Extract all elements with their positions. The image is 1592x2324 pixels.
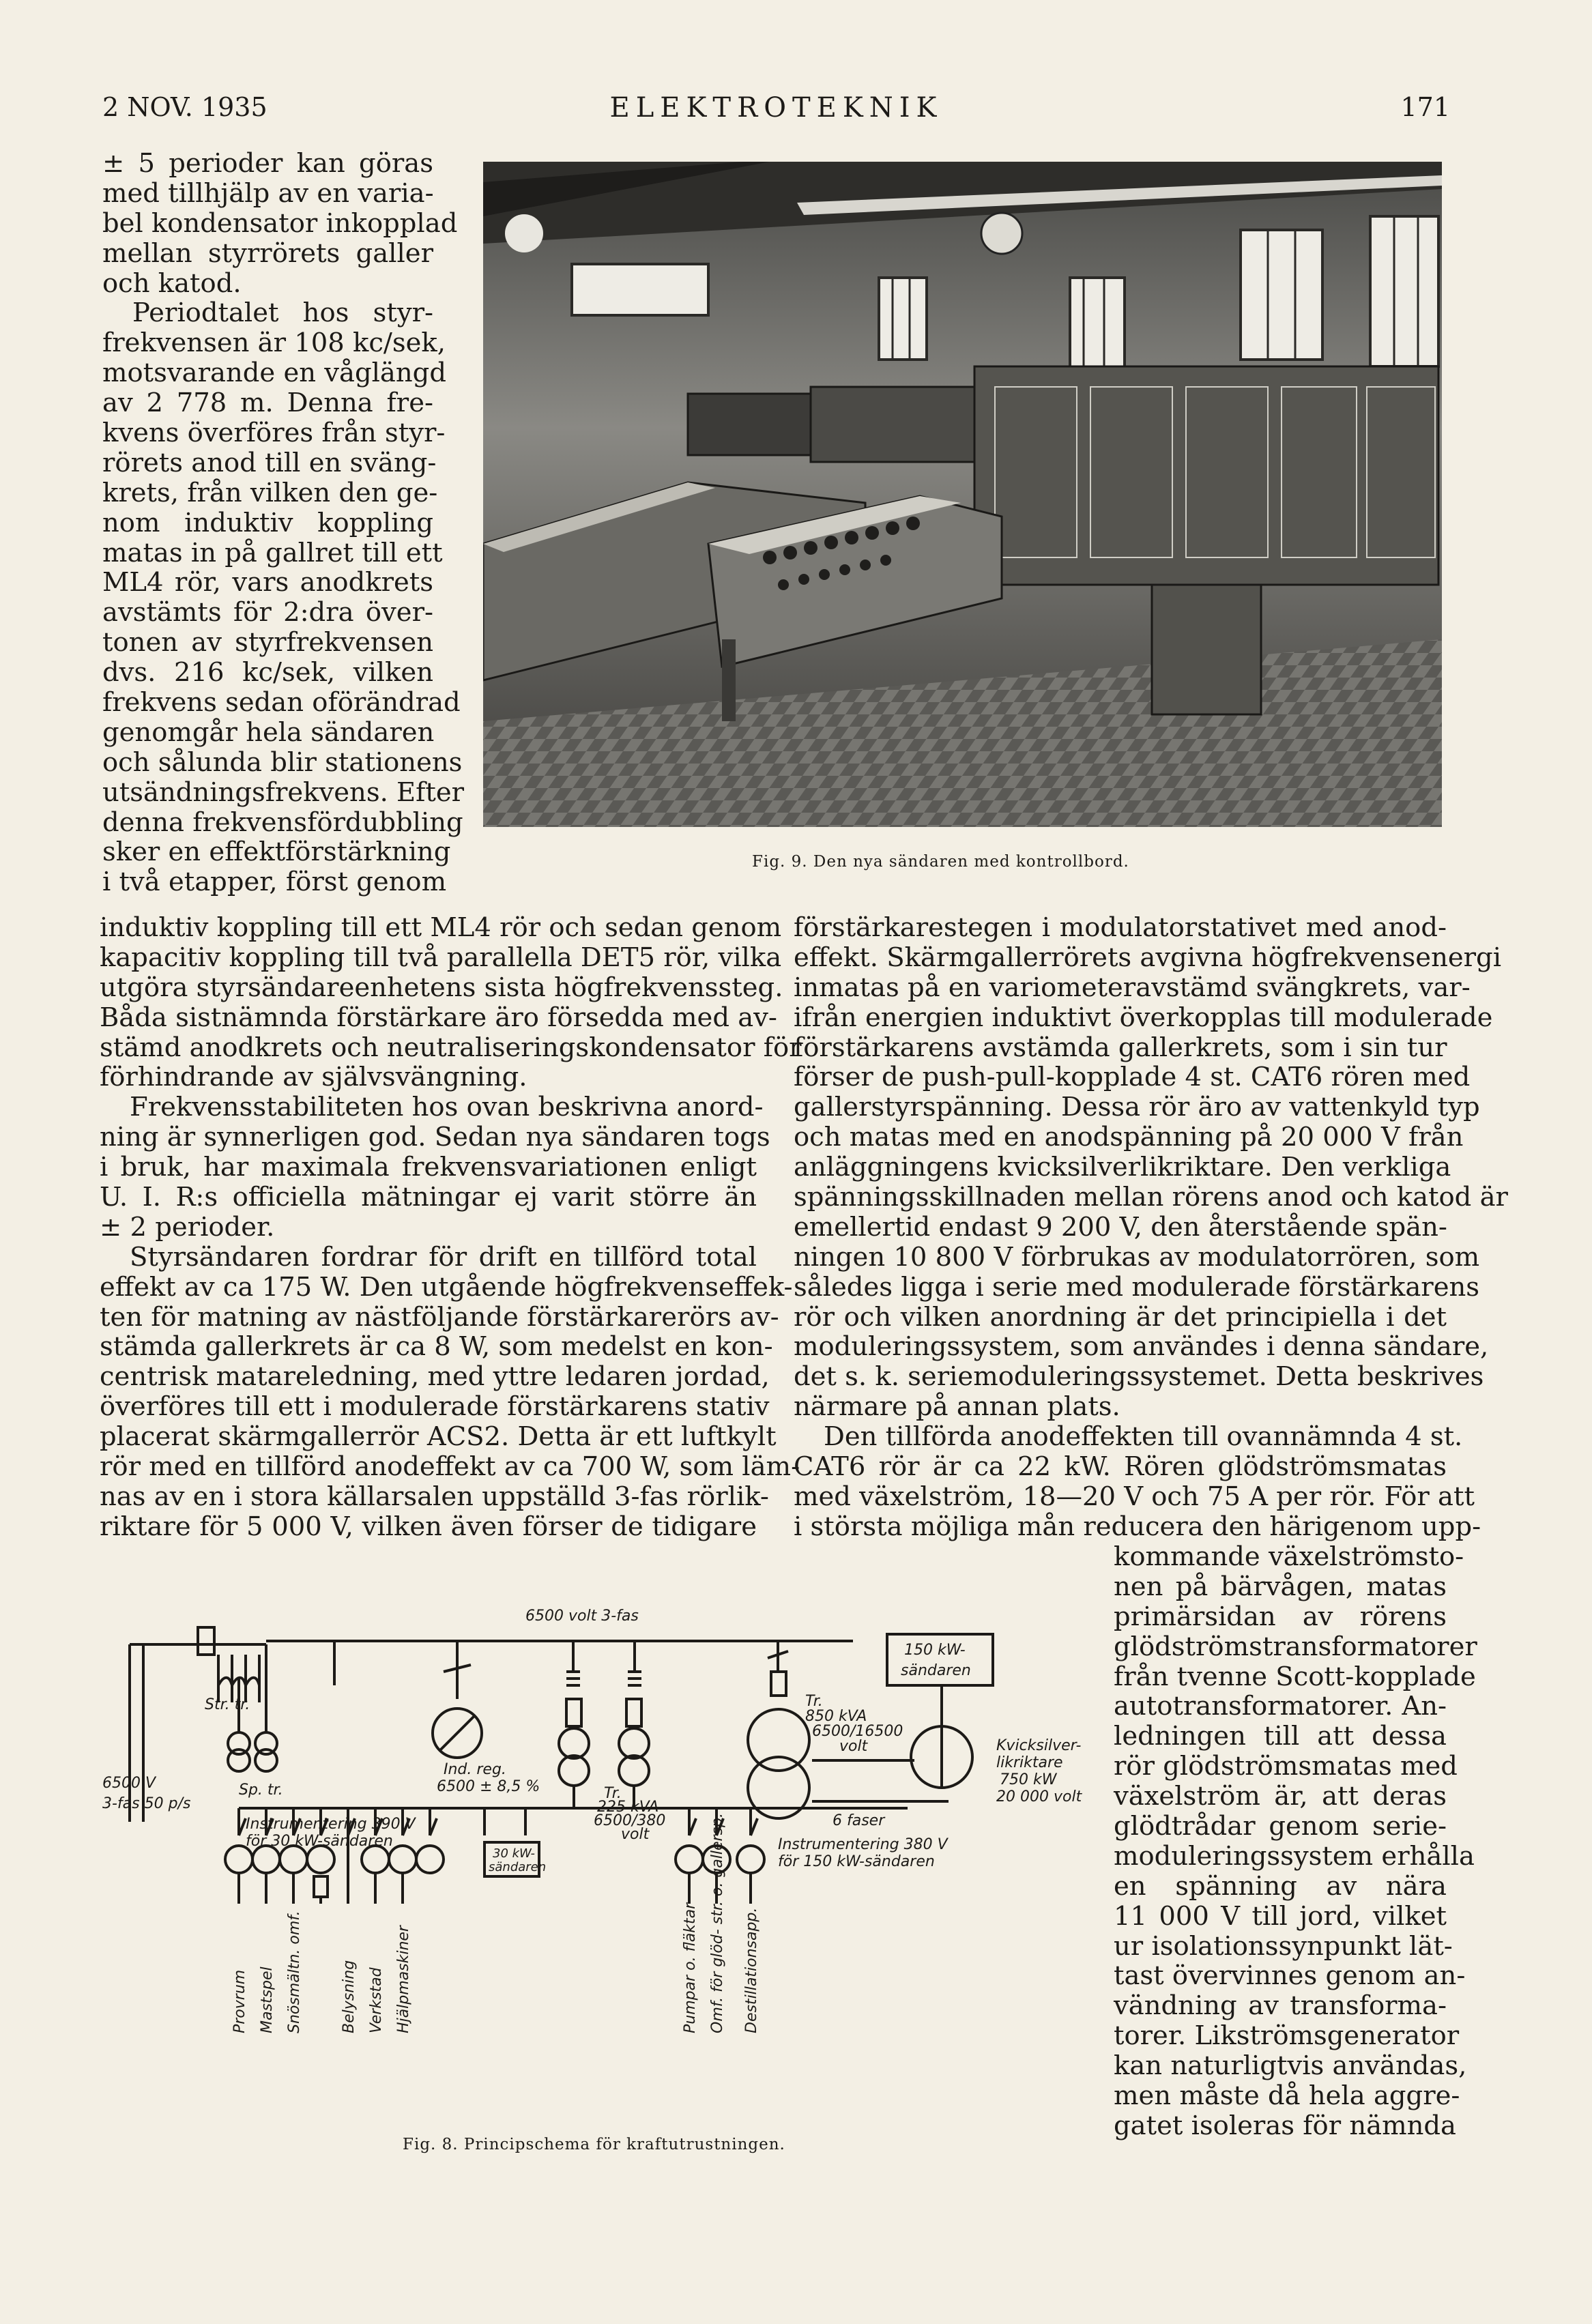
text-line: torer. Likströmsgenerator: [1114, 2020, 1460, 2052]
text-line: dvs. 216 kc/sek, vilken: [102, 657, 433, 688]
label-mastspel: Mastspel: [259, 1966, 276, 2033]
text-line: förstärkarestegen i modulatorstativet med anod-: [794, 912, 1447, 943]
label-instr2-2: för 150 kW-sändaren: [778, 1853, 935, 1870]
text-line: U. I. R:s officiella mätningar ej varit större än: [100, 1182, 757, 1213]
text-line: moduleringssystem erhålla: [1114, 1840, 1475, 1872]
text-line: växelström är, att deras: [1114, 1781, 1447, 1812]
text-line: rör och vilken anordning är det principiella i det: [794, 1301, 1447, 1333]
transmitter-hall-photo: [483, 162, 1442, 827]
text-line: bel kondensator inkopplad: [102, 207, 458, 239]
text-line: moduleringssystem, som användes i denna sändare,: [794, 1331, 1489, 1363]
issue-date: 2 NOV. 1935: [102, 92, 267, 122]
label-6faser: 6 faser: [833, 1812, 885, 1829]
text-line: 11 000 V till jord, vilket: [1114, 1900, 1447, 1932]
left-column-narrow: [102, 148, 465, 898]
text-line: kommande växelströmsto-: [1114, 1541, 1464, 1572]
text-line: inmatas på en variometeravstämd svängkrets, var-: [794, 972, 1471, 1003]
text-line: riktare för 5 000 V, vilken även förser de tidigare: [100, 1511, 757, 1542]
label-tr225: Tr.: [604, 1785, 622, 1802]
label-kvick3: 750 kW: [1000, 1771, 1057, 1788]
text-line: utsändningsfrekvens. Efter: [102, 776, 465, 808]
label-30kw-2: sändaren: [489, 1860, 547, 1874]
text-line: men måste då hela aggre-: [1114, 2080, 1460, 2112]
label-destillation: Destillationsapp.: [743, 1907, 760, 2033]
label-indreg2: 6500 ± 8,5 %: [437, 1778, 540, 1795]
text-line: effekt. Skärmgallerrörets avgivna högfrekvensenergi: [794, 942, 1502, 973]
text-line: med växelström, 18—20 V och 75 A per rör. För att: [794, 1481, 1475, 1512]
text-line: ten för matning av nästföljande förstärkarerörs av-: [100, 1301, 779, 1333]
power-schematic-diagram: [102, 1597, 1099, 2143]
text-line: stämda gallerkrets är ca 8 W, som medelst en kon-: [100, 1331, 773, 1363]
label-instr2-1: Instrumentering 380 V: [778, 1836, 948, 1853]
text-line: förstärkarens avstämda gallerkrets, som i sin tur: [794, 1032, 1447, 1063]
text-line: Den tillförda anodeffekten till ovannämnda 4 st.: [824, 1421, 1463, 1453]
label-kvick2: likriktare: [996, 1754, 1063, 1771]
text-line: avstämts för 2:dra över-: [102, 597, 433, 628]
label-tr225b: 225 kVA: [597, 1799, 659, 1816]
text-line: rörets anod till en sväng-: [102, 447, 437, 478]
text-line: ML4 rör, vars anodkrets: [102, 567, 433, 598]
label-kvick4: 20 000 volt: [996, 1788, 1082, 1805]
fig8-caption: Fig. 8. Principschema för kraftutrustningen.: [403, 2136, 785, 2153]
text-line: tast övervinnes genom an-: [1114, 1960, 1466, 1992]
label-verkstad: Verkstad: [368, 1967, 385, 2033]
right-column-narrow: [1114, 1541, 1477, 2141]
text-line: det s. k. seriemoduleringssystemet. Detta beskrives: [794, 1361, 1484, 1393]
label-pumpar: Pumpar o. fläktar: [682, 1902, 699, 2033]
text-line: tonen av styrfrekvensen: [102, 627, 433, 658]
text-line: kvens överföres från styr-: [102, 418, 446, 449]
label-tr225d: volt: [621, 1826, 650, 1843]
text-line: centrisk matareledning, med yttre ledaren jordad,: [100, 1361, 770, 1393]
text-line: av 2 778 m. Denna fre-: [102, 388, 433, 419]
text-line: rör glödströmsmatas med: [1114, 1751, 1458, 1782]
text-line: primärsidan av rörens: [1114, 1601, 1447, 1632]
fig9-caption: Fig. 9. Den nya sändaren med kontrollbord.: [752, 853, 1129, 871]
text-line: emellertid endast 9 200 V, den återstående spän-: [794, 1211, 1447, 1243]
text-line: förser de push-pull-kopplade 4 st. CAT6 rören med: [794, 1062, 1471, 1093]
text-line: i bruk, har maximala frekvensvariationen enligt: [100, 1152, 757, 1183]
page-header: [102, 92, 1450, 140]
text-line: Frekvensstabiliteten hos ovan beskrivna anord-: [130, 1092, 764, 1123]
label-tr850c: 6500/16500: [812, 1723, 903, 1740]
label-3fas50: 3-fas 50 p/s: [102, 1795, 191, 1812]
right-column: [794, 912, 1508, 1542]
journal-title: ELEKTROTEKNIK: [609, 92, 943, 124]
text-line: spänningsskillnaden mellan rörens anod och katod är: [794, 1182, 1508, 1213]
text-line: matas in på gallret till ett: [102, 537, 443, 568]
text-line: induktiv koppling till ett ML4 rör och sedan genom: [100, 912, 782, 943]
text-line: nas av en i stora källarsalen uppställd 3-fas rörlik-: [100, 1481, 769, 1512]
label-tr225c: 6500/380: [594, 1812, 666, 1829]
label-tr850b: 850 kVA: [805, 1708, 867, 1725]
text-line: sker en effektförstärkning: [102, 837, 451, 868]
text-line: ningen 10 800 V förbrukas av modulatorrören, som: [794, 1241, 1480, 1273]
label-6500-3fas: 6500 volt 3-fas: [525, 1608, 639, 1625]
text-line: nen på bärvågen, matas: [1114, 1571, 1447, 1602]
text-line: CAT6 rör är ca 22 kW. Rören glödströmsmatas: [794, 1451, 1447, 1483]
text-line: gallerstyrspänning. Dessa rör äro av vattenkyld typ: [794, 1092, 1480, 1123]
text-line: krets, från vilken den ge-: [102, 477, 438, 508]
photo-illustration: [483, 162, 1442, 827]
text-line: Styrsändaren fordrar för drift en tillförd total: [130, 1241, 757, 1273]
text-line: effekt av ca 175 W. Den utgående högfrekvenseffek-: [100, 1271, 793, 1303]
label-provrum: Provrum: [231, 1969, 248, 2033]
text-line: Periodtalet hos styr-: [132, 297, 433, 329]
text-line: i största möjliga mån reducera den härigenom upp-: [794, 1511, 1481, 1542]
text-line: förhindrande av självsvängning.: [100, 1062, 527, 1093]
label-omf-glod: Omf. för glöd- str. o. gallersp.: [709, 1813, 726, 2033]
label-tr850d: volt: [839, 1738, 868, 1755]
text-line: motsvarande en våglängd: [102, 358, 446, 389]
label-6500v: 6500 V: [102, 1775, 156, 1792]
label-hjalpmaskiner: Hjälpmaskiner: [395, 1926, 412, 2033]
label-kvick1: Kvicksilver-: [996, 1737, 1082, 1754]
text-line: med tillhjälp av en varia-: [102, 177, 434, 209]
text-line: stämd anodkrets och neutraliseringskondensator för: [100, 1032, 802, 1063]
label-snosmaltn: Snösmältn. omf.: [286, 1911, 303, 2033]
text-line: i två etapper, först genom: [102, 867, 447, 898]
text-line: frekvensen är 108 kc/sek,: [102, 328, 446, 359]
text-line: ± 5 perioder kan göras: [102, 148, 433, 179]
text-line: närmare på annan plats.: [794, 1391, 1120, 1423]
text-line: vändning av transforma-: [1114, 1990, 1447, 2022]
text-line: från tvenne Scott-kopplade: [1114, 1661, 1476, 1692]
text-line: rör med en tillförd anodeffekt av ca 700 W, som läm-: [100, 1451, 800, 1483]
text-line: och sålunda blir stationens: [102, 746, 463, 778]
text-line: autotransformatorer. An-: [1114, 1691, 1447, 1722]
text-line: således ligga i serie med modulerade förstärkarens: [794, 1271, 1480, 1303]
label-belysning: Belysning: [341, 1960, 358, 2033]
text-line: utgöra styrsändareenhetens sista högfrekvenssteg.: [100, 972, 783, 1003]
text-line: Båda sistnämnda förstärkare äro försedda med av-: [100, 1002, 777, 1033]
text-line: glödtrådar genom serie-: [1114, 1811, 1447, 1842]
text-line: och katod.: [102, 267, 242, 299]
text-line: anläggningens kvicksilverlikriktare. Den verkliga: [794, 1152, 1451, 1183]
text-line: ± 2 perioder.: [100, 1211, 275, 1243]
label-tr850a: Tr.: [805, 1693, 823, 1710]
switch-symbol: [198, 1627, 214, 1655]
left-column-full: [100, 912, 802, 1542]
label-30kw-1: 30 kW-: [493, 1846, 535, 1861]
text-line: nom induktiv koppling: [102, 507, 433, 538]
text-line: kan naturligtvis användas,: [1114, 2050, 1467, 2082]
text-line: ledningen till att dessa: [1114, 1721, 1447, 1752]
text-line: och matas med en anodspänning på 20 000 V från: [794, 1122, 1464, 1153]
label-instr390-2: för 30 kW-sändaren: [246, 1833, 393, 1850]
label-150kw: 150 kW-: [904, 1642, 966, 1659]
label-str: Str. tr.: [205, 1696, 250, 1713]
text-line: genomgår hela sändaren: [102, 716, 435, 748]
text-line: denna frekvensfördubbling: [102, 807, 463, 838]
text-line: en spänning av nära: [1114, 1870, 1447, 1902]
text-line: överföres till ett i modulerade förstärkarens stativ: [100, 1391, 770, 1423]
text-line: frekvens sedan oförändrad: [102, 687, 461, 718]
label-spt: Sp. tr.: [239, 1782, 283, 1799]
label-instr390-1: Instrumentering 390 V: [246, 1816, 416, 1833]
text-line: ur isolationssynpunkt lät-: [1114, 1930, 1453, 1962]
text-line: gatet isoleras för nämnda: [1114, 2110, 1456, 2141]
text-line: ifrån energien induktivt överkopplas till modulerade: [794, 1002, 1493, 1033]
text-line: ning är synnerligen god. Sedan nya sändaren togs: [100, 1122, 770, 1153]
text-line: kapacitiv koppling till två parallella DET5 rör, vilka: [100, 942, 782, 973]
text-line: placerat skärmgallerrör ACS2. Detta är ett luftkylt: [100, 1421, 777, 1453]
page-number: 171: [1400, 92, 1450, 122]
text-line: mellan styrrörets galler: [102, 237, 433, 269]
text-line: glödströmstransformatorer: [1114, 1631, 1477, 1662]
label-indreg: Ind. reg.: [444, 1761, 506, 1778]
label-150kw-2: sändaren: [901, 1662, 971, 1679]
